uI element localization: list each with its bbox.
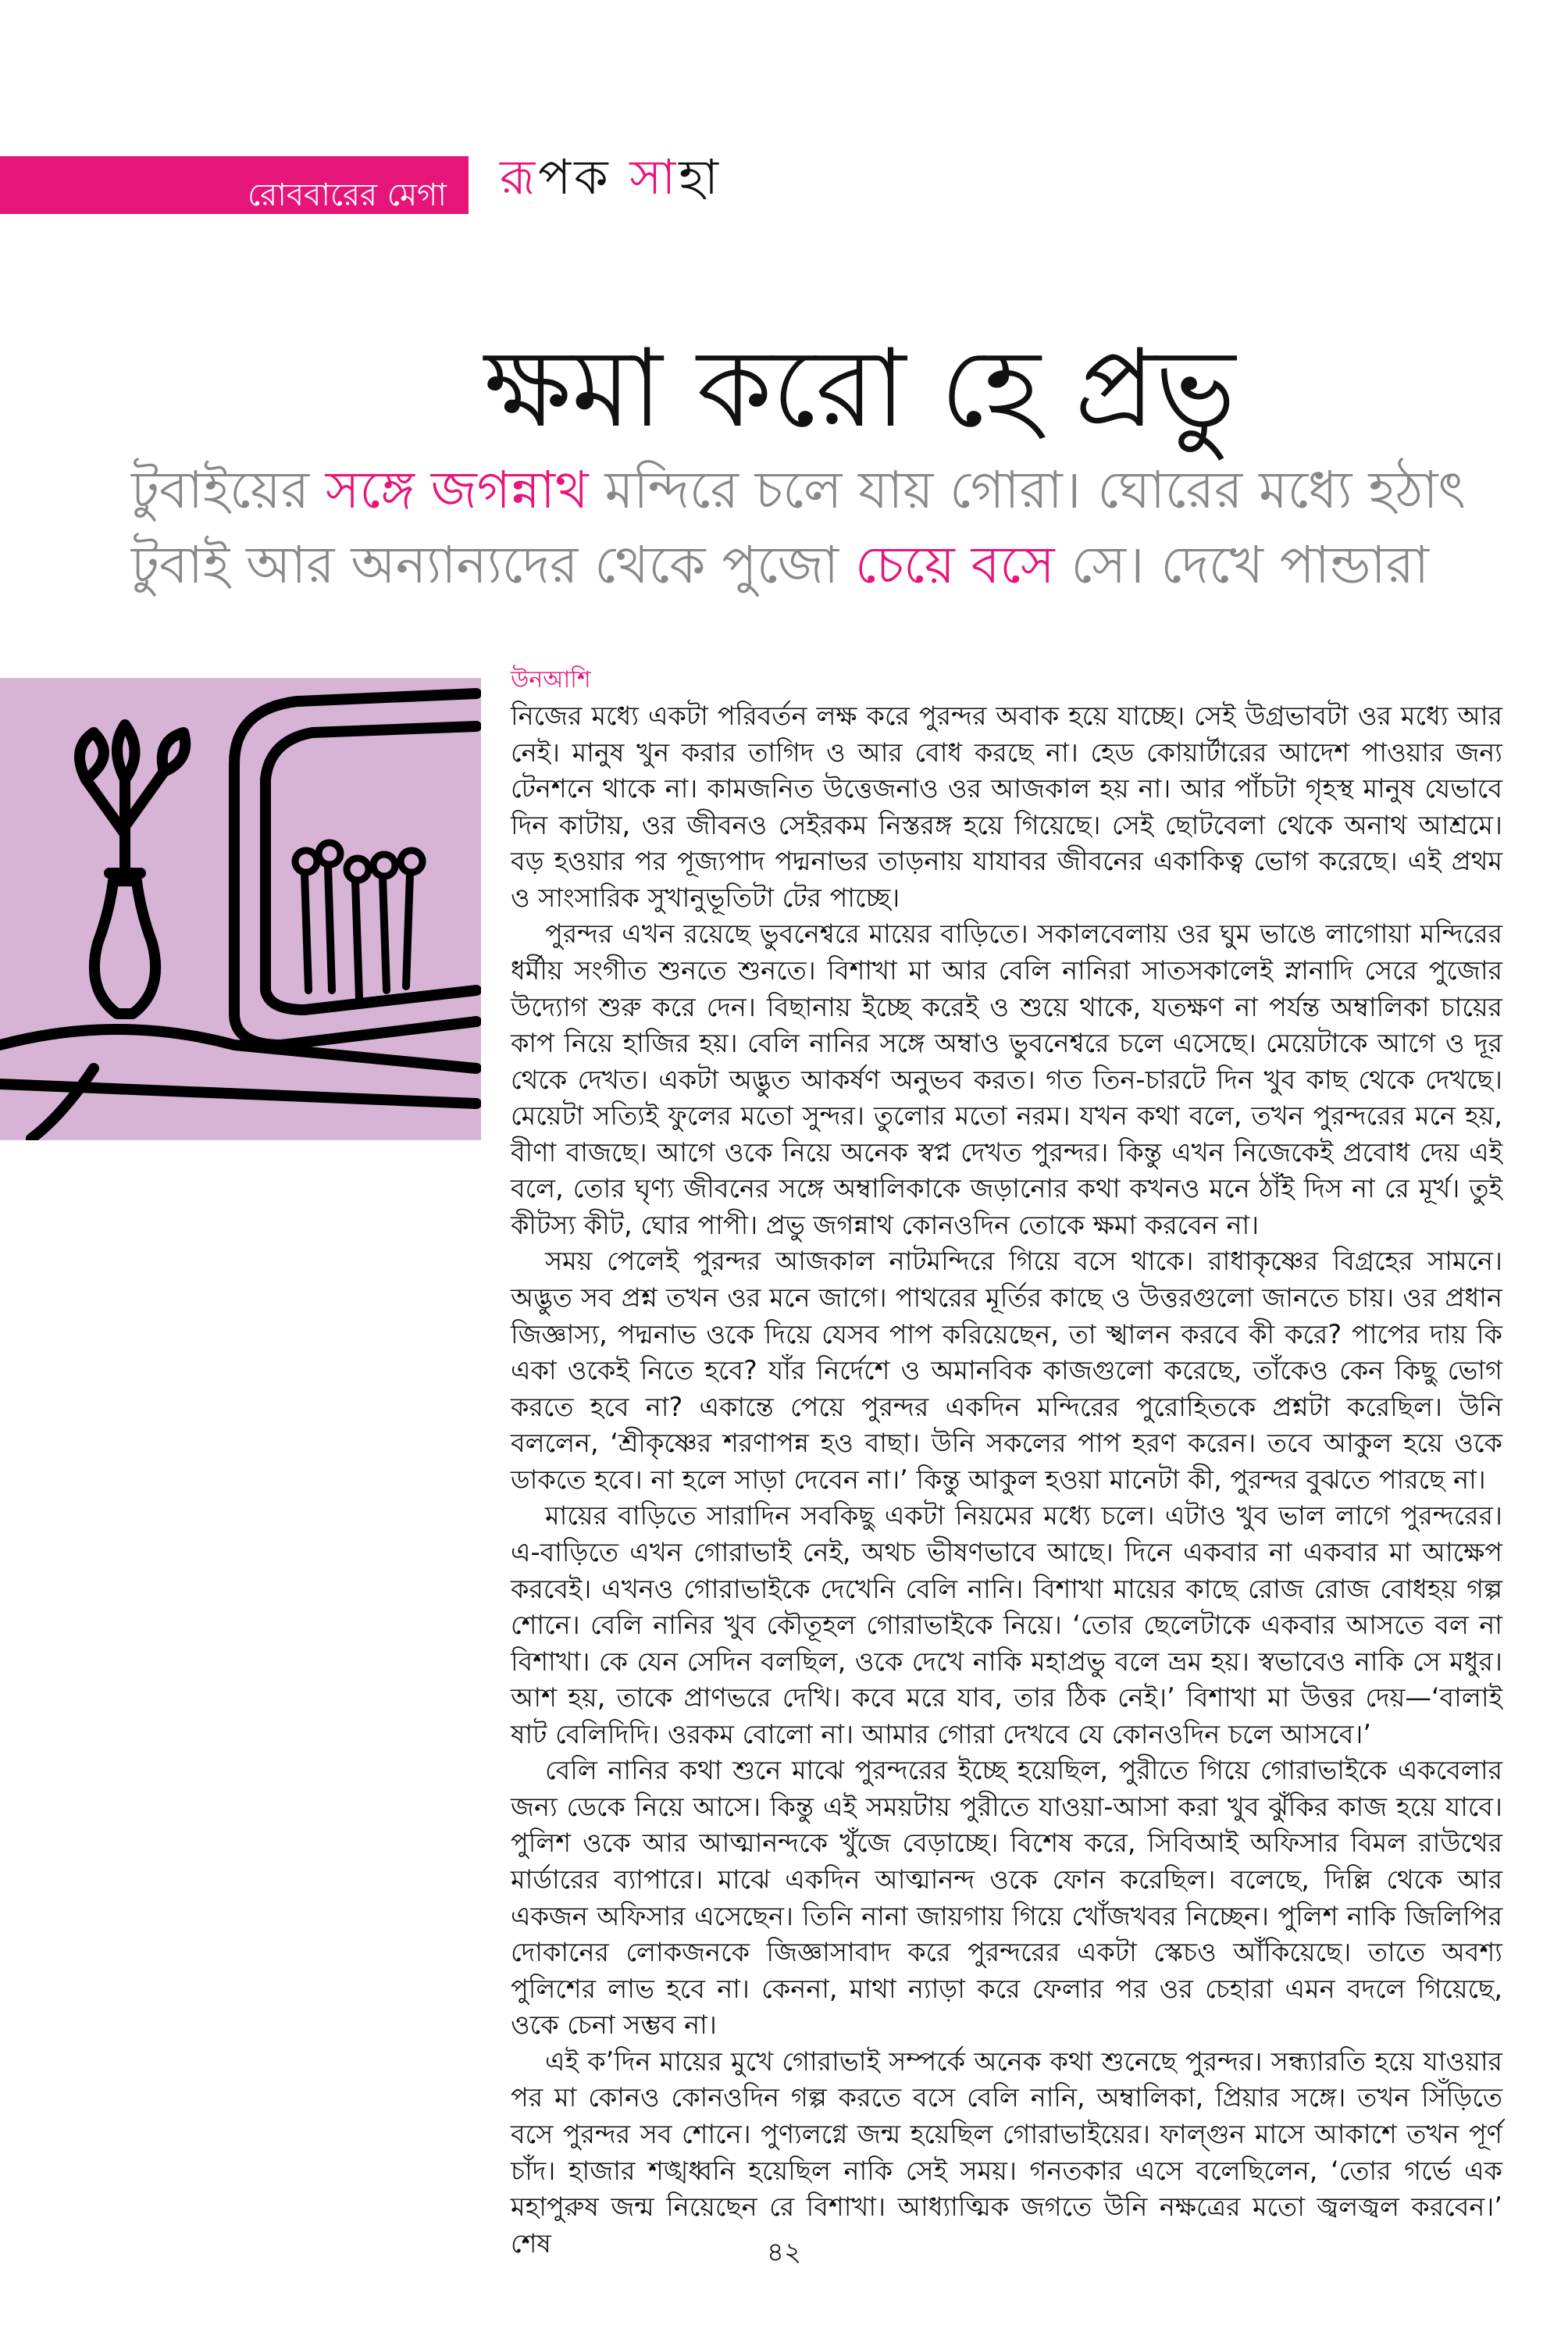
paragraph: পুরন্দর এখন রয়েছে ভুবনেশ্বরে মায়ের বাড়িতে। সকালবেলায় ওর ঘুম ভাঙে লাগোয়া মন্দিরের ধর্মীয় সংগীত শুনতে শুনতে। বিশাখা মা আর বেলি নানিরা সাতসকালেই স্নানাদি সেরে পুজোর উদ্যোগ শুরু করে দেন। বিছানায় ইচ্ছে করেই ও শুয়ে থাকে, যতক্ষণ না পর্যন্ত অম্বালিকা চায়ের কাপ নিয়ে হাজির হয়। বেলি নানির সঙ্গে অম্বাও ভুবনেশ্বরে চলে এসেছে। মেয়েটাকে আগে ও দূর থেকে দেখত। একটা অদ্ভুত আকর্ষণ অনুভব করত। গত তিন-চারটে দিন খুব কাছ থেকে দেখছে। মেয়েটা সত্যিই ফুলের মতো সুন্দর। তুলোর মতো নরম। যখন কথা বলে, তখন পুরন্দরের মনে হয়, বীণা বাজছে। আগে ওকে নিয়ে অনেক স্বপ্ন দেখত পুরন্দর। কিন্তু এখন নিজেকেই প্রবোধ দেয় এই বলে, তোর ঘৃণ্য জীবনের সঙ্গে অম্বালিকাকে জড়ানোর কথা কখনও মনে ঠাঁই দিস না রে মূর্খ। তুই কীটস্য কীট, ঘোর পাপী। প্রভু জগন্নাথ কোনওদিন তোকে ক্ষমা করবেন না। — [511, 918, 1502, 1240]
deck-text-part: চেয়ে বসে — [854, 534, 1055, 595]
headline: ক্ষমা করো হে প্রভু — [484, 326, 1236, 452]
author-name-part: হা — [679, 148, 722, 205]
section-tag-label: রোববারের মেগা — [247, 177, 447, 213]
paragraph: বেলি নানির কথা শুনে মাঝে পুরন্দরের ইচ্ছে হয়েছিল, পুরীতে গিয়ে গোরাভাইকে একবেলার জন্য ডেকে নিয়ে আসে। কিন্তু এই সময়টায় পুরীতে যাওয়া-আসা করা খুব ঝুঁকির কাজ হয়ে যাবে। পুলিশ ওকে আর আত্মানন্দকে খুঁজে বেড়াচ্ছে। বিশেষ করে, সিবিআই অফিসার বিমল রাউথের মার্ডারের ব্যাপারে। মাঝে একদিন আত্মানন্দ ওকে ফোন করেছিল। বলেছে, দিল্লি থেকে আর একজন অফিসার এসেছেন। তিনি নানা জায়গায় গিয়ে খোঁজখবর নিচ্ছেন। পুলিশ নাকি জিলিপির দোকানের লোকজনকে জিজ্ঞাসাবাদ করে পুরন্দরের একটা স্কেচও আঁকিয়েছে। তাতে অবশ্য পুলিশের লাভ হবে না। কেননা, মাথা ন্যাড়া করে ফেলার পর ওর চেহারা এমন বদলে গিয়েছে, ওকে চেনা সম্ভব না। — [511, 1755, 1502, 2041]
section-tag — [0, 156, 469, 214]
article-body — [511, 664, 1502, 2262]
author-name-part: রূ — [500, 148, 539, 205]
deck-text-part: মন্দিরে চলে যায় গোরা। ঘোরের মধ্যে হঠাৎ টুবাই আর অন্যান্যদের থেকে পুজো — [131, 460, 1466, 595]
deck-text-part: সে। দেখে পান্ডারা — [1054, 534, 1430, 595]
author-name-part: সা — [629, 148, 679, 205]
illustration-drawing — [0, 678, 481, 1140]
paragraph: মায়ের বাড়িতে সারাদিন সবকিছু একটা নিয়মের মধ্যে চলে। এটাও খুব ভাল লাগে পুরন্দরের। এ-বাড়িতে এখন গোরাভাই নেই, অথচ ভীষণভাবে আছে। দিনে একবার না একবার মা আক্ষেপ করবেই। এখনও গোরাভাইকে দেখেনি বেলি নানি। বিশাখা মায়ের কাছে রোজ রোজ বোধহয় গল্প শোনে। বেলি নানির খুব কৌতূহল গোরাভাইকে নিয়ে। ‘তোর ছেলেটাকে একবার আসতে বল না বিশাখা। কে যেন সেদিন বলছিল, ওকে দেখে নাকি মহাপ্রভু বলে ভ্রম হয়। স্বভাবেও নাকি সে মধুর। আশ হয়, তাকে প্রাণভরে দেখি। কবে মরে যাব, তার ঠিক নেই।’ বিশাখা মা উত্তর দেয়—‘বালাই ষাট বেলিদিদি। ওরকম বোলো না। আমার গোরা দেখবে যে কোনওদিন চলে আসবে।’ — [511, 1500, 1502, 1749]
deck-text — [131, 453, 1506, 602]
illustration — [0, 678, 481, 1140]
chapter-number: উনআশি — [511, 666, 591, 694]
paragraph: সময় পেলেই পুরন্দর আজকাল নাটমন্দিরে গিয়ে বসে থাকে। রাধাকৃষ্ণের বিগ্রহের সামনে। অদ্ভুত সব প্রশ্ন তখন ওর মনে জাগে। পাথরের মূর্তির কাছে ও উত্তরগুলো জানতে চায়। ওর প্রধান জিজ্ঞাস্য, পদ্মনাভ ওকে দিয়ে যেসব পাপ করিয়েছেন, তা স্খালন করবে কী করে? পাপের দায় কি একা ওকেই নিতে হবে? যাঁর নির্দেশে ও অমানবিক কাজগুলো করেছে, তাঁকেও কেন কিছু ভোগ করতে হবে না? একান্তে পেয়ে পুরন্দর একদিন মন্দিরের পুরোহিতকে প্রশ্নটা করেছিল। উনি বললেন, ‘শ্রীকৃষ্ণের শরণাপন্ন হও বাছা। উনি সকলের পাপ হরণ করেন। তবে আকুল হয়ে ওকে ডাকতে হবে। না হলে সাড়া দেবেন না।’ কিন্তু আকুল হওয়া মানেটা কী, পুরন্দর বুঝতে পারছে না। — [511, 1246, 1502, 1495]
author-name-part: পক — [538, 148, 630, 205]
paragraph: নিজের মধ্যে একটা পরিবর্তন লক্ষ করে পুরন্দর অবাক হয়ে যাচ্ছে। সেই উগ্রভাবটা ওর মধ্যে আর নেই। মানুষ খুন করার তাগিদ ও আর বোধ করছে না। হেড কোয়ার্টারের আদেশ পাওয়ার জন্য টেনশনে থাকে না। কামজনিত উত্তেজনাও ওর আজকাল হয় না। আর পাঁচটা গৃহস্থ মানুষ যেভাবে দিন কাটায়, ওর জীবনও সেইরকম নিস্তরঙ্গ হয়ে গিয়েছে। সেই ছোটবেলা থেকে অনাথ আশ্রমে। বড় হওয়ার পর পূজ্যপাদ পদ্মনাভর তাড়নায় যাযাবর জীবনের একাকিত্ব ভোগ করেছে। এই প্রথম ও সাংসারিক সুখানুভূতিটা টের পাচ্ছে। — [511, 701, 1502, 913]
deck-text-part: সঙ্গে জগন্নাথ — [325, 460, 589, 520]
page-number: ৪২ — [766, 2237, 802, 2268]
paragraph: এই ক’দিন মায়ের মুখে গোরাভাই সম্পর্কে অনেক কথা শুনেছে পুরন্দর। সন্ধ্যারতি হয়ে যাওয়ার পর মা কোনও কোনওদিন গল্প করতে বসে বেলি নানি, অম্বালিকা, প্রিয়ার সঙ্গে। তখন সিঁড়িতে বসে পুরন্দর সব শোনে। পুণ্যলগ্নে জন্ম হয়েছিল গোরাভাইয়ের। ফাল্গুন মাসে আকাশে তখন পূর্ণ চাঁদ। হাজার শঙ্খধ্বনি হয়েছিল নাকি সেই সময়। গনতকার এসে বলেছিলেন, ‘তোর গর্ভে এক মহাপুরুষ জন্ম নিয়েছেন রে বিশাখা। আধ্যাত্মিক জগতে উনি নক্ষত্রের মতো জ্বলজ্বল করবেন।’ শেষ — [511, 2045, 1502, 2259]
deck-text-part: টুবাইয়ের — [131, 460, 326, 520]
author-byline — [500, 148, 722, 205]
